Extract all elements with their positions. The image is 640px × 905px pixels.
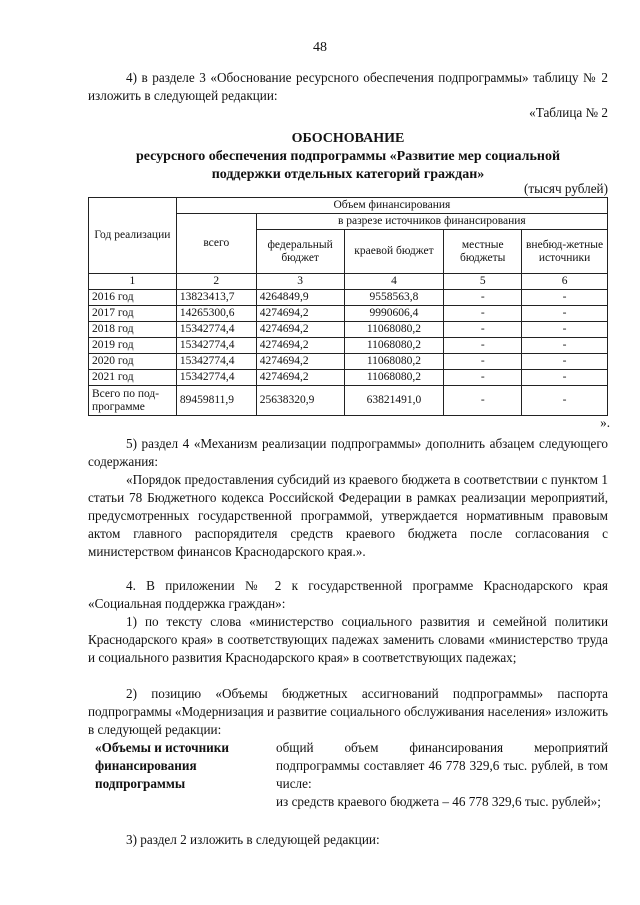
col-num: 1	[89, 274, 177, 290]
table-row	[89, 306, 608, 322]
table-total-row	[89, 386, 608, 416]
paragraph-4b: 4. В приложении № 2 к государственной программе Краснодарского края «Социальная поддержка граждан»:	[88, 578, 608, 611]
cell-regional: 9558563,8	[344, 290, 444, 306]
table-row	[89, 322, 608, 338]
table-title: ОБОСНОВАНИЕ	[291, 131, 405, 146]
cell-regional: 9990606,4	[344, 306, 444, 322]
financing-table	[88, 197, 608, 416]
cell-offbudget: -	[522, 338, 608, 354]
paragraph-4b-2: 2) позицию «Объемы бюджетных ассигнований подпрограммы» паспорта подпрограммы «Модернизация и развитие социального обслуживания населения» изложить в следующей редакции:	[88, 686, 609, 737]
cell-year: 2019 год	[89, 338, 177, 354]
cell-local: -	[444, 338, 522, 354]
table-label: «Таблица № 2	[529, 105, 608, 120]
col-num: 2	[176, 274, 256, 290]
cell-year: 2018 год	[89, 322, 177, 338]
paragraph-4b-3: 3) раздел 2 изложить в следующей редакции:	[126, 832, 380, 847]
cell-regional: 63821491,0	[344, 386, 444, 416]
paragraph-5-quote: «Порядок предоставления субсидий из краевого бюджета в соответствии с пунктом 1 статьи 78 Бюджетного кодекса Российской Федерации в рамках реализации мероприятий, предусмотренных государственной программой, утверждается нормативным правовым актом главного распорядителя средств краевого бюджета после согласования с министерством финансов Краснодарского края.».	[88, 472, 608, 559]
units-label: (тысяч рублей)	[524, 181, 608, 196]
cell-year: 2020 год	[89, 354, 177, 370]
cell-year: Всего по под-программе	[89, 386, 177, 416]
cell-offbudget: -	[522, 306, 608, 322]
cell-total: 14265300,6	[176, 306, 256, 322]
cell-regional: 11068080,2	[344, 338, 444, 354]
cell-offbudget: -	[522, 386, 608, 416]
table-row	[89, 338, 608, 354]
cell-local: -	[444, 322, 522, 338]
cell-federal: 4274694,2	[256, 354, 344, 370]
col-num: 4	[344, 274, 444, 290]
cell-federal: 4274694,2	[256, 322, 344, 338]
cell-federal: 4274694,2	[256, 370, 344, 386]
cell-total: 15342774,4	[176, 338, 256, 354]
cell-offbudget: -	[522, 322, 608, 338]
cell-offbudget: -	[522, 354, 608, 370]
cell-year: 2016 год	[89, 290, 177, 306]
cell-federal: 4264849,9	[256, 290, 344, 306]
cell-federal: 25638320,9	[256, 386, 344, 416]
col-num: 6	[522, 274, 608, 290]
cell-local: -	[444, 370, 522, 386]
cell-total: 15342774,4	[176, 370, 256, 386]
cell-local: -	[444, 306, 522, 322]
cell-local: -	[444, 290, 522, 306]
header-volume: Объем финансирования	[176, 198, 607, 214]
cell-local: -	[444, 386, 522, 416]
header-local: местные бюджеты	[444, 230, 522, 274]
cell-total: 15342774,4	[176, 354, 256, 370]
quote-value-1: общий объем финансирования мероприятий подпрограммы составляет 46 778 329,6 тыс. рублей, в том числе:	[276, 740, 608, 791]
table-subtitle-line2: поддержки отдельных категорий граждан»	[211, 167, 485, 182]
cell-year: 2017 год	[89, 306, 177, 322]
col-num: 5	[444, 274, 522, 290]
header-regional: краевой бюджет	[344, 230, 444, 274]
header-federal: федеральный бюджет	[256, 230, 344, 274]
cell-regional: 11068080,2	[344, 370, 444, 386]
quote-label: «Объемы и источники финансирования подпрограммы	[95, 740, 229, 791]
cell-federal: 4274694,2	[256, 338, 344, 354]
table-row	[89, 370, 608, 386]
page-number: 48	[313, 40, 327, 55]
paragraph-4: 4) в разделе 3 «Обоснование ресурсного обеспечения подпрограммы» таблицу № 2 изложить в следующей редакции:	[88, 70, 608, 103]
header-year: Год реализации	[89, 198, 177, 274]
paragraph-4b-1: 1) по тексту слова «министерство социального развития и семейной политики Краснодарского края» в соответствующих падежах заменить словами «министерство труда и социального развития Краснодарского края» в соответствующих падежах;	[88, 614, 608, 665]
column-number-row	[89, 274, 608, 290]
cell-year: 2021 год	[89, 370, 177, 386]
cell-federal: 4274694,2	[256, 306, 344, 322]
table-end-mark: ».	[600, 415, 610, 430]
paragraph-5: 5) раздел 4 «Механизм реализации подпрограммы» дополнить абзацем следующего содержания:	[88, 436, 608, 469]
header-breakdown: в разрезе источников финансирования	[256, 214, 607, 230]
cell-regional: 11068080,2	[344, 354, 444, 370]
table-row	[89, 354, 608, 370]
cell-total: 13823413,7	[176, 290, 256, 306]
cell-regional: 11068080,2	[344, 322, 444, 338]
cell-local: -	[444, 354, 522, 370]
cell-offbudget: -	[522, 370, 608, 386]
cell-offbudget: -	[522, 290, 608, 306]
table-row	[89, 290, 608, 306]
quote-value-2: из средств краевого бюджета – 46 778 329,6 тыс. рублей»;	[276, 794, 601, 809]
cell-total: 89459811,9	[176, 386, 256, 416]
cell-total: 15342774,4	[176, 322, 256, 338]
header-offbudget: внебюд-жетные источники	[522, 230, 608, 274]
col-num: 3	[256, 274, 344, 290]
table-subtitle-line1: ресурсного обеспечения подпрограммы «Развитие мер социальной	[135, 149, 561, 164]
header-total: всего	[176, 214, 256, 274]
